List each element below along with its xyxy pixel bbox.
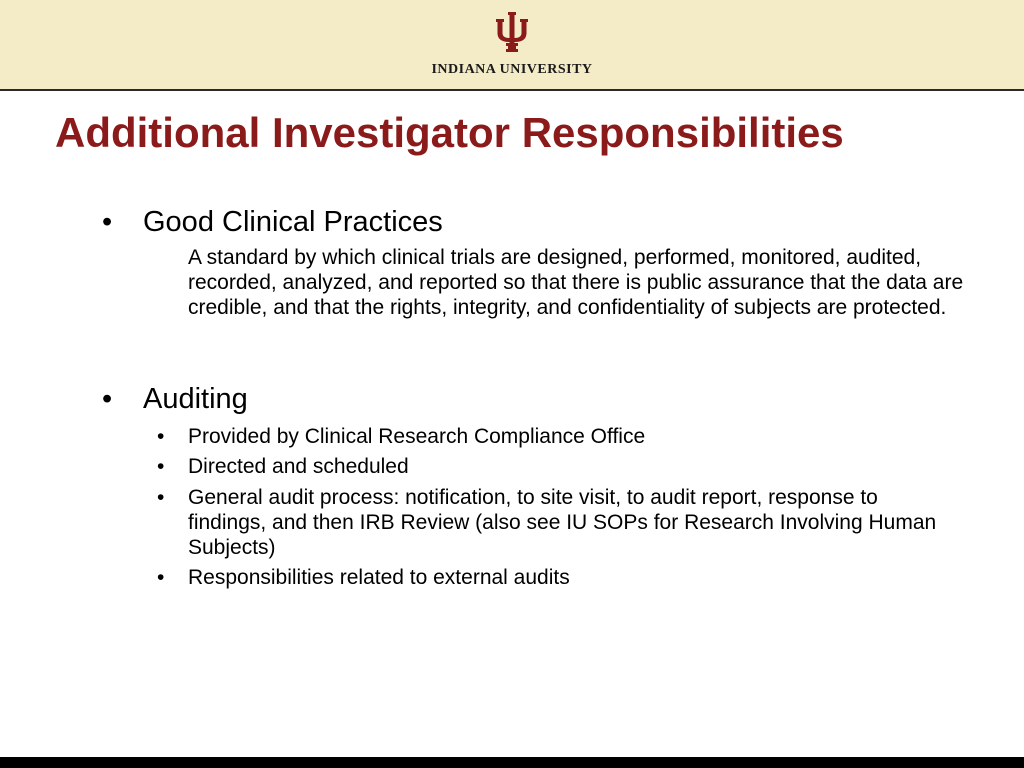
slide-title: Additional Investigator Responsibilities — [55, 109, 844, 156]
bullet-icon: • — [157, 566, 165, 589]
bullet-icon: • — [102, 383, 113, 415]
list-item — [157, 424, 988, 449]
list-item-text: Responsibilities related to external audits — [188, 566, 570, 589]
list-item-text: Directed and scheduled — [188, 455, 409, 478]
bullet-icon: • — [157, 486, 165, 509]
bullet-icon: • — [102, 206, 113, 238]
list-item-text: Provided by Clinical Research Compliance Office — [188, 425, 646, 448]
list-item — [157, 454, 988, 479]
section-heading-auditing — [102, 382, 248, 416]
section-heading-label: Auditing — [143, 383, 248, 415]
gcp-description: A standard by which clinical trials are designed, performed, monitored, audited, recorded, analyzed, and reported so that there is public assurance that the data are credible, and that the rights, integrity, and confidentiality of subjects are protected. — [188, 246, 964, 319]
bottom-bar — [0, 757, 1024, 768]
bullet-icon: • — [157, 425, 165, 448]
university-name: INDIANA UNIVERSITY — [431, 62, 593, 77]
list-item-text: General audit process: notification, to site visit, to audit report, response to findings, and then IRB Review (also see IU SOPs for Research Involving Human Subjects) — [188, 486, 937, 559]
section-heading-label: Good Clinical Practices — [143, 206, 443, 238]
bullet-icon: • — [157, 455, 165, 478]
list-item — [157, 485, 948, 560]
section-heading-good-clinical-practices — [102, 205, 443, 239]
list-item — [157, 565, 988, 590]
